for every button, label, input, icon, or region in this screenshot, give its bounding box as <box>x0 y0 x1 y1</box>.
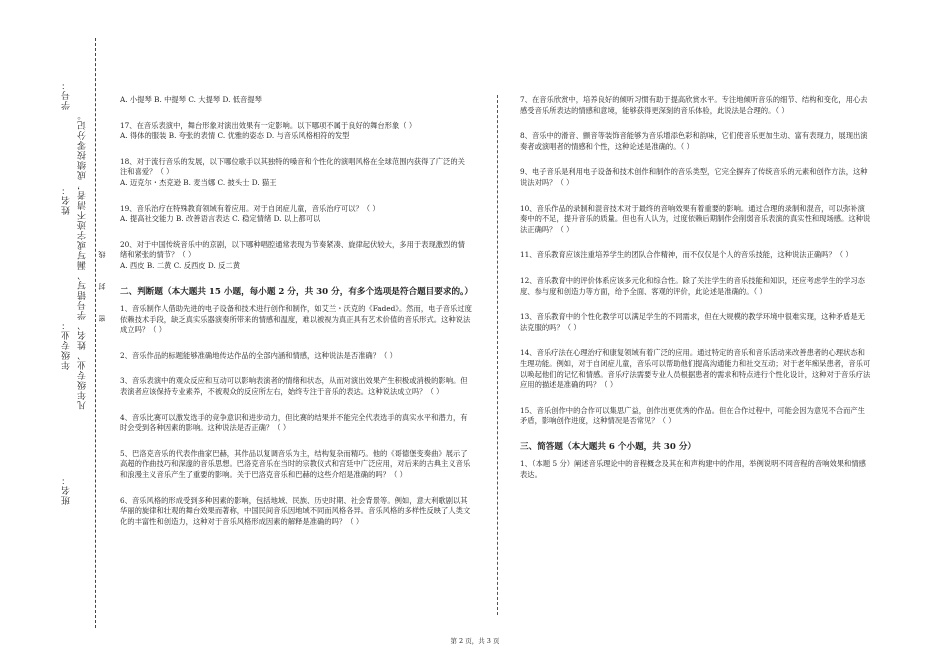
judgment-13: 13、音乐教育中的个性化教学可以满足学生的不同需求，但在大规模的教学环境中很难实现，这种矛盾是无法克服的吗？（ ） <box>520 312 865 332</box>
judgment-9: 9、电子音乐是利用电子设备和技术创作和制作的音乐类型，它完全摒弃了传统音乐的元素和创作方法，这种说法对吗？（ ） <box>520 167 868 187</box>
section-2-title: 二、判断题（本大题共 15 小题，每小题 2 分，共 30 分，有多个选项是符合题目要求的。） <box>120 286 473 297</box>
page-footer: 第 2 页，共 3 页 <box>450 637 500 645</box>
binding-margin <box>0 0 110 672</box>
judgment-5: 5、巴洛克音乐的代表作曲家巴赫，其作品以复调音乐为主，结构复杂而精巧。他的《哥德堡变奏曲》展示了高超的作曲技巧和深邃的音乐思想。巴洛克音乐在当时的宗教仪式和宫廷中广泛应用，对后来的古典主义音乐和浪漫主义音乐产生了重要的影响。关于巴洛克音乐和巴赫的这些介绍是准确的吗？（ ） <box>120 448 471 479</box>
question-16-options: A. 小提琴 B. 中提琴 C. 大提琴 D. 低音提琴 <box>120 95 262 104</box>
question-text: 18、对于流行音乐的发展，以下哪位歌手以其独特的嗓音和个性化的演唱风格在全球范围内获得了广泛的关注和喜爱？（ ） <box>120 156 465 177</box>
judgment-14: 14、音乐疗法在心理治疗和康复领域有着广泛的应用。通过特定的音乐和音乐活动来改善患者的心理状态和生理功能。例如，对于自闭症儿童，音乐可以帮助他们提高沟通能力和社交互动；对于老年痴呆患者，音乐可以唤起他们的记忆和情感。音乐疗法需要专业人员根据患者的需求和特点进行个性化设计，这种对于音乐疗法应用的描述是准确的吗？（ ） <box>520 348 871 390</box>
warning-text: 凡年级专业、姓名、学号错写、漏写或字迹不清者，成绩按零分记。 <box>78 110 88 410</box>
school-label: 班名： <box>62 475 72 505</box>
judgment-15: 15、音乐创作中的合作可以集思广益，创作出更优秀的作品。但在合作过程中，可能会因为意见不合而产生矛盾，影响创作进度，这种情况是否常见？（ ） <box>520 405 865 426</box>
name-label: 姓名： <box>62 185 72 215</box>
judgment-10: 10、音乐作品的录制和混音技术对于最终的音响效果有着重要的影响。通过合理的录制和混音，可以弥补演奏中的不足，提升音乐的质量。但也有人认为，过度依赖后期制作会削弱音乐表演的真实性和现场感。这种说法正确吗？（ ） <box>520 203 871 234</box>
short-answer-1: 1、（本题 5 分）阐述音乐理论中的音程概念及其在和声构建中的作用，举例说明不同音程的音响效果和情感表达。 <box>520 459 866 479</box>
question-17 <box>120 121 472 142</box>
judgment-1: 1、音乐制作人借助先进的电子设备和技术进行创作和制作，如艾兰・沃克的《Faded》。然而，电子音乐过度依赖技术手段，缺乏真实乐器演奏所带来的情感和温度，难以被视为真正具有艺术价值的音乐形式。这种说法成立吗？（ ） <box>120 304 472 335</box>
question-options: A. 得体的服装 B. 夸张的表情 C. 优雅的姿态 D. 与音乐风格相符的发型 <box>120 131 350 141</box>
judgment-3: 3、音乐表演中的观众反应和互动可以影响表演者的情绪和状态，从而对演出效果产生积极或消极的影响。但表演者应该保持专业素养，不被观众的反应所左右，始终专注于音乐的表达。这种说法成立吗？（ ） <box>120 376 468 396</box>
seal-line <box>95 38 96 628</box>
judgment-11: 11、音乐教育应该注重培养学生的团队合作精神，而不仅仅是个人的音乐技能，这种说法正确吗？（ ） <box>520 250 853 260</box>
judgment-2: 2、音乐作品的标题能够准确地传达作品的全部内涵和情感，这种说法是否准确？（ ） <box>120 350 397 360</box>
question-options: A. 提高社交能力 B. 改善语言表达 C. 稳定情绪 D. 以上都可以 <box>120 214 321 224</box>
right-column <box>520 95 872 496</box>
judgment-6: 6、音乐风格的形成受到多种因素的影响，包括地域、民族、历史时期、社会背景等。例如，意大利歌剧以其华丽的旋律和壮观的舞台效果而著称，中国民间音乐因地域不同而风格各异。音乐风格的多样性反映了人类文化的丰富性和创造力，这种对于音乐风格形成因素的解释是准确的吗？（ ） <box>120 495 471 526</box>
question-options: A. 迈克尔・杰克逊 B. 麦当娜 C. 披头士 D. 猫王 <box>120 177 277 187</box>
grade-major-label: 年级专业： <box>62 320 72 370</box>
question-19 <box>120 204 472 225</box>
judgment-8: 8、音乐中的滑音、颤音等装饰音能够为音乐增添色彩和韵味，它们使音乐更加生动、富有表现力，展现出演奏者或演唱者的情感和个性，这种论述是准确的。（ ） <box>520 131 868 151</box>
question-text: 20、对于中国传统音乐中的京剧，以下哪种唱腔通常表现为节奏紧凑、旋律起伏较大，多用于表现激烈的情绪和紧张的情节？（ ） <box>120 239 465 260</box>
question-options: A. 西皮 B. 二黄 C. 反西皮 D. 反二黄 <box>120 260 241 270</box>
seal-text: 密 封 线 <box>98 250 106 322</box>
question-18 <box>120 157 472 189</box>
question-text: 19、音乐治疗在特殊教育领域有着应用。对于自闭症儿童，音乐治疗可以？（ ） <box>120 203 380 213</box>
question-text: 17、在音乐表演中，舞台形象对演出效果有一定影响。以下哪项不属于良好的舞台形象（ ） <box>120 120 417 130</box>
judgment-4: 4、音乐比赛可以激发选手的竞争意识和进步动力，但比赛的结果并不能完全代表选手的真实水平和潜力，有时会受到各种因素的影响。这种说法是否正确？（ ） <box>120 412 468 433</box>
left-column <box>120 95 472 542</box>
column-divider <box>497 95 498 615</box>
section-3-title: 三、简答题（本大题共 6 个小题，共 30 分） <box>520 441 697 452</box>
judgment-7: 7、在音乐欣赏中，培养良好的倾听习惯有助于提高欣赏水平。专注地倾听音乐的细节、结构和变化，用心去感受音乐所表达的情感和意境，能够获得更深刻的音乐体验，此说法是合理的。（ ） <box>520 95 868 115</box>
question-20 <box>120 240 472 272</box>
exam-no-label: 学号： <box>62 80 72 110</box>
judgment-12: 12、音乐教育中的评价体系应该多元化和综合性。除了关注学生的音乐技能和知识，还应考虑学生的学习态度、参与度和创造力等方面，给予全面、客观的评价，此论述是准确的。（ ） <box>520 275 865 296</box>
